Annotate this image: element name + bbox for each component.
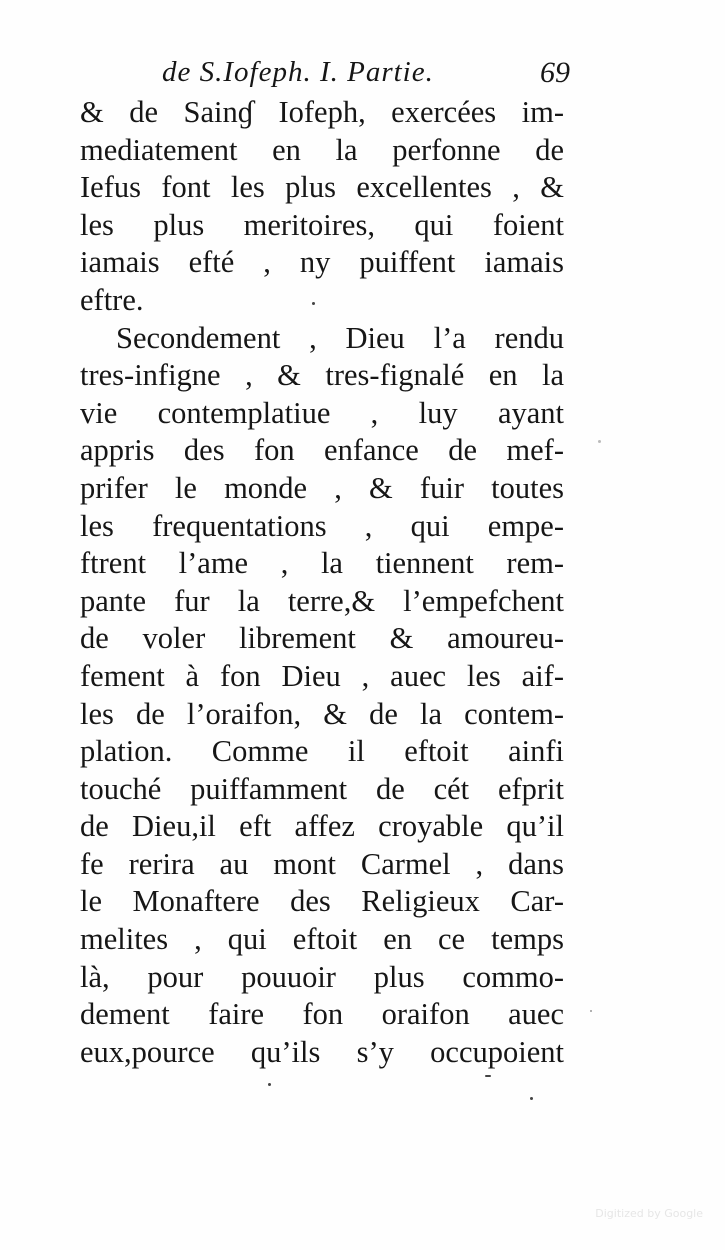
text-line: de Dieu,il eft affez croyable qu’il (80, 809, 564, 844)
ink-speck (598, 440, 601, 443)
text-line: fement à fon Dieu , auec les aif- (80, 658, 564, 693)
text-line: prifer le monde , & fuir toutes (80, 470, 564, 505)
text-line: touché puiffamment de cét efprit (80, 771, 564, 806)
text-line: là, pour pouuoir plus commo- (80, 959, 564, 994)
text-line: & de Sainɠ Iofeph, exercées im- (80, 95, 564, 129)
ink-speck (485, 1075, 491, 1077)
text-line: ftrent l’ame , la tiennent rem- (80, 546, 564, 581)
text-line: plation. Comme il eftoit ainfi (80, 734, 564, 769)
ink-speck (312, 302, 315, 305)
watermark: Digitized by Google (595, 1207, 703, 1220)
text-line: mediatement en la perfonne de (80, 132, 564, 167)
text-line: melites , qui eftoit en ce temps (80, 922, 564, 957)
text-line: pante fur la terre,& l’empefchent (80, 583, 564, 618)
text-line: Secondement , Dieu l’a rendu (116, 320, 564, 355)
text-line: les plus meritoires, qui foient (80, 207, 564, 242)
text-line: les frequentations , qui empe- (80, 508, 564, 543)
text-line: tres-infigne , & tres-fignalé en la (80, 358, 564, 393)
text-line: appris des fon enfance de mef- (80, 433, 564, 468)
text-line: dement faire fon oraifon auec (80, 997, 564, 1032)
ink-speck (590, 1010, 592, 1012)
ink-speck (530, 1097, 533, 1100)
text-line: de voler librement & amoureu- (80, 621, 564, 656)
text-line: eux,pource qu’ils s’y occupoient (80, 1034, 564, 1069)
page-number: 69 (540, 56, 570, 89)
running-head: de S.Iofeph. I. Partie. (162, 56, 434, 88)
ink-speck (268, 1083, 271, 1086)
body-text (80, 94, 564, 1071)
page-header (150, 50, 570, 100)
text-line: vie contemplatiue , luy ayant (80, 395, 564, 430)
text-line: eftre. (80, 282, 144, 317)
text-line: le Monaftere des Religieux Car- (80, 884, 564, 919)
text-line: fe rerira au mont Carmel , dans (80, 846, 564, 881)
text-line: les de l’oraifon, & de la contem- (80, 696, 564, 731)
text-line: iamais efté , ny puiffent iamais (80, 245, 564, 280)
text-line: Iefus font les plus excellentes , & (80, 170, 564, 205)
